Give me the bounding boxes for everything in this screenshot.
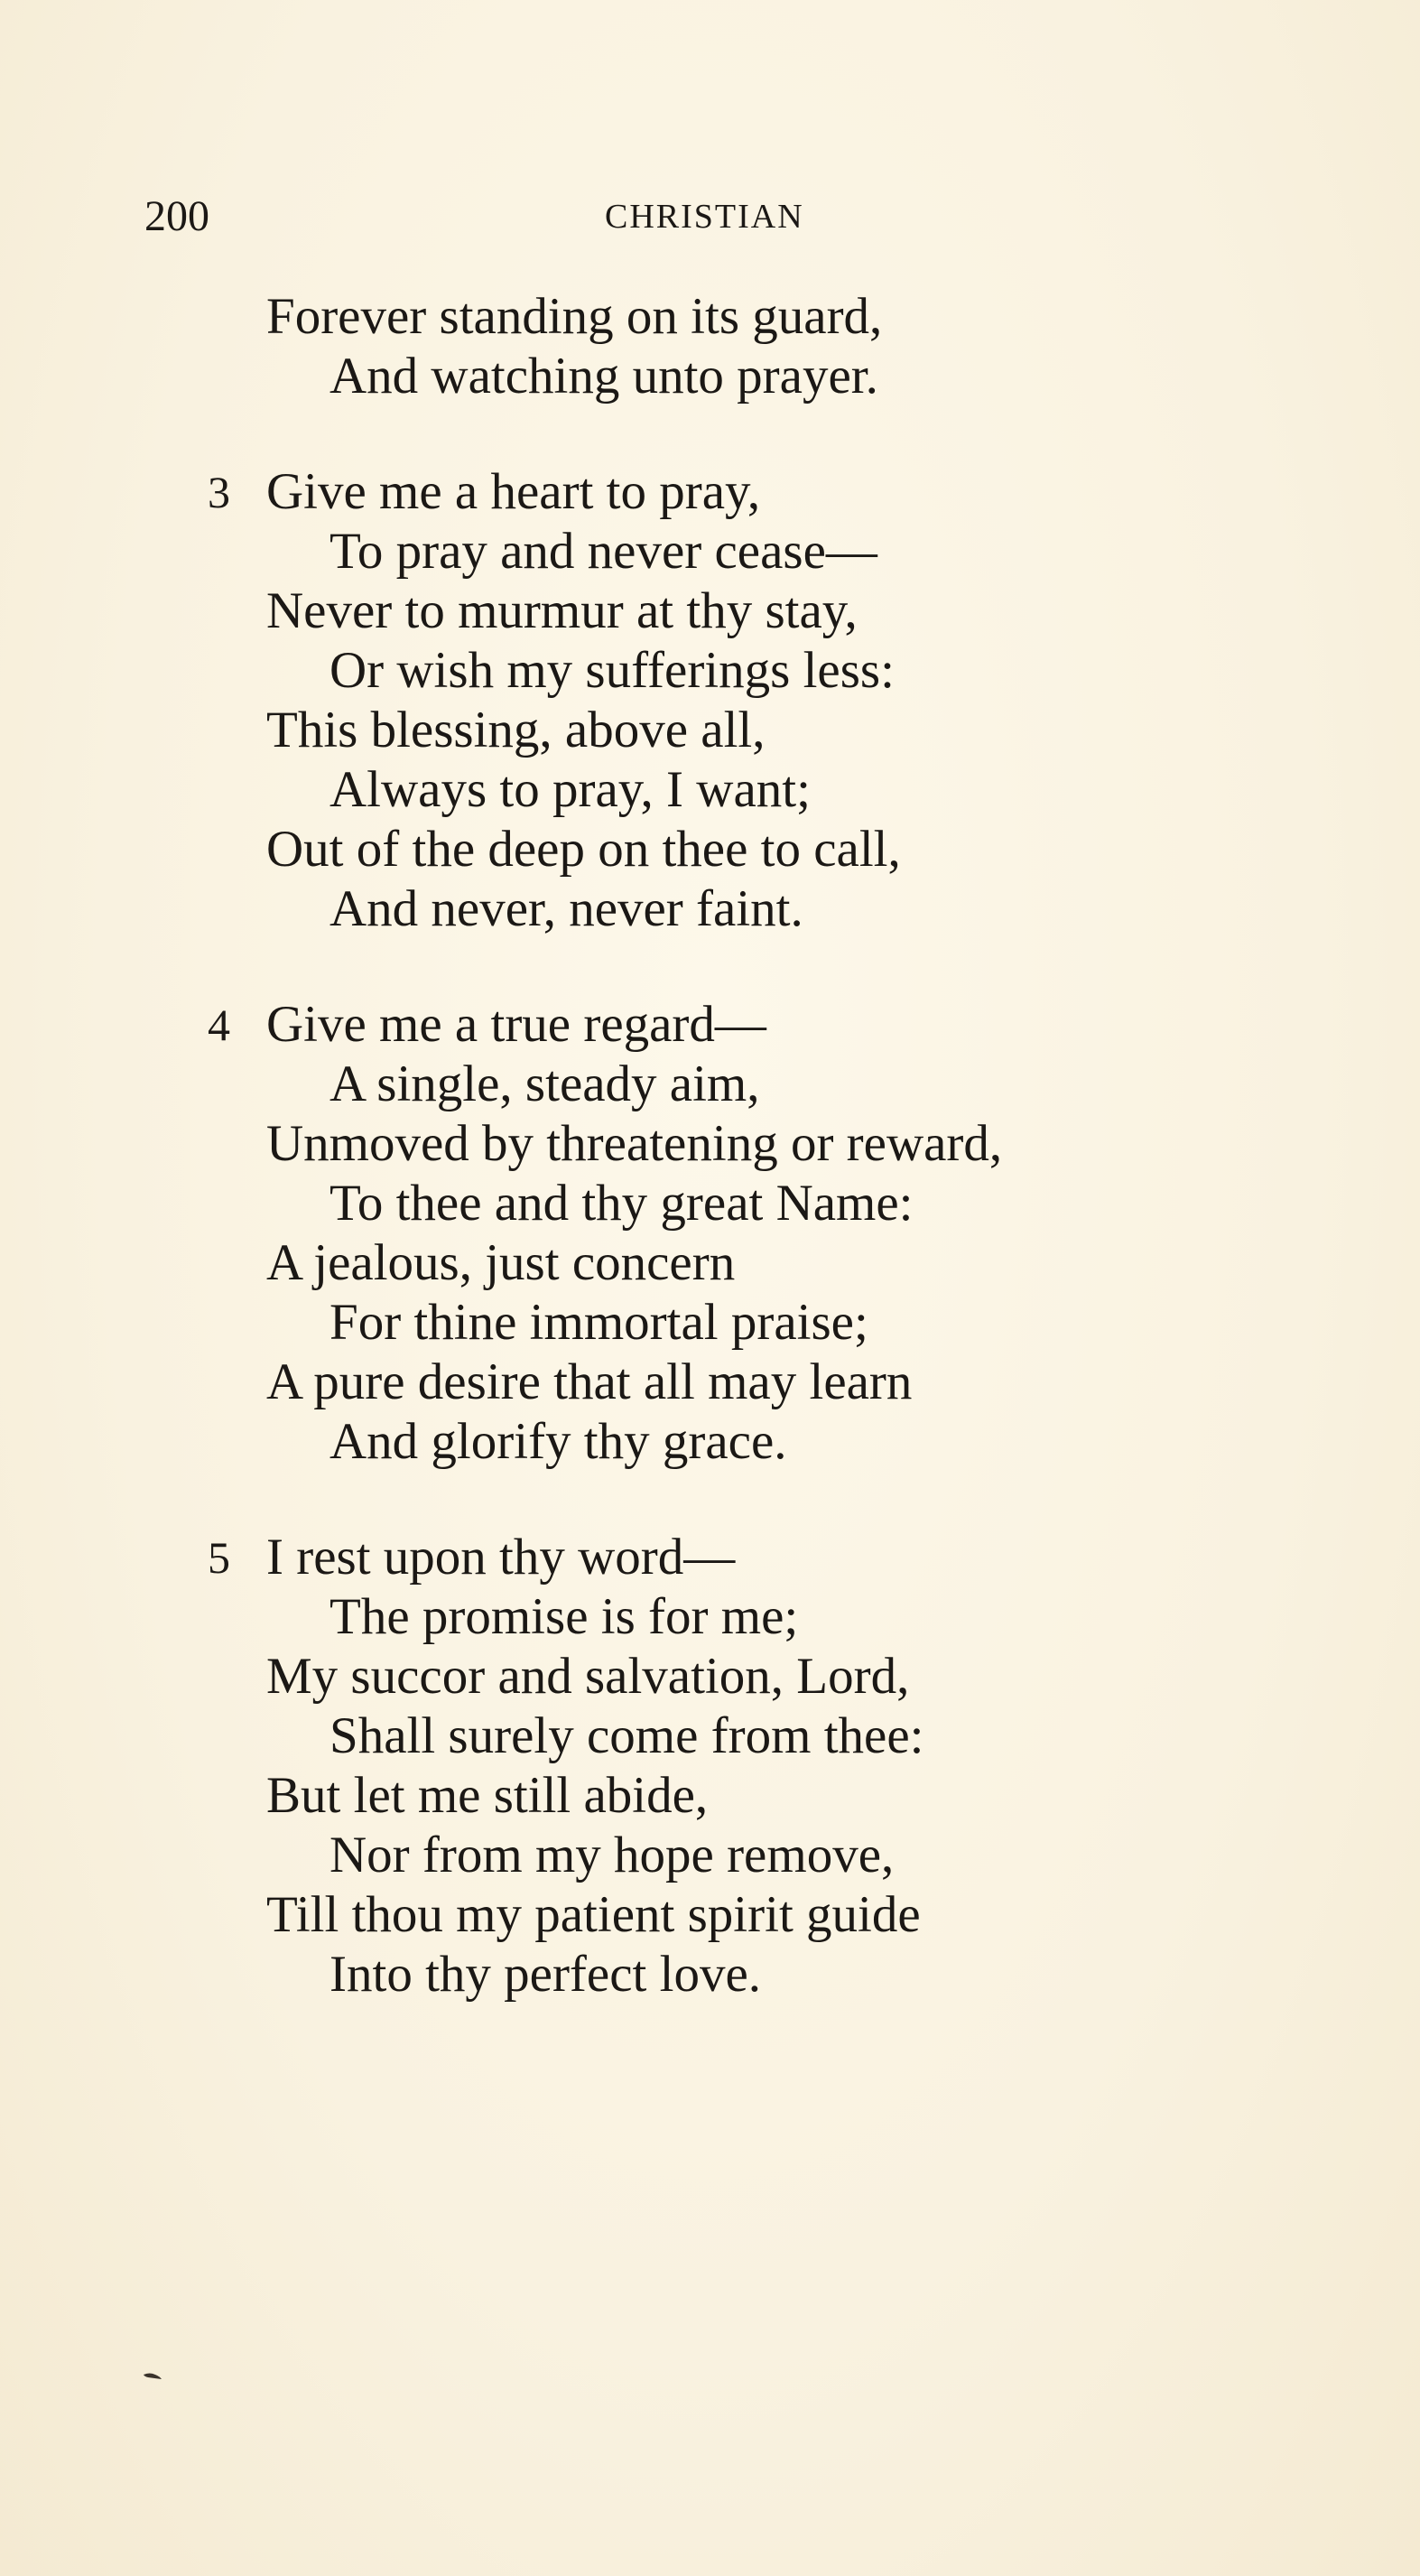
hymn-text bbox=[208, 287, 1291, 2060]
verse-line: Give me a heart to pray, bbox=[266, 463, 761, 520]
stanza-continuation bbox=[208, 287, 1291, 406]
verse-line: Forever standing on its guard, bbox=[266, 288, 883, 345]
verse-line: Always to pray, I want; bbox=[329, 761, 811, 818]
running-title: CHRISTIAN bbox=[605, 198, 804, 236]
verse-line: To pray and never cease— bbox=[329, 523, 877, 580]
verse-line: I rest upon thy word— bbox=[266, 1529, 736, 1586]
verse-line: And glorify thy grace. bbox=[329, 1413, 787, 1470]
verse-line: A single, steady aim, bbox=[329, 1056, 760, 1112]
verse-line: Or wish my sufferings less: bbox=[329, 642, 895, 699]
running-head bbox=[144, 190, 1137, 244]
page-number: 200 bbox=[144, 192, 209, 240]
verse-line: Never to murmur at thy stay, bbox=[266, 582, 858, 639]
verse-line: And never, never faint. bbox=[329, 880, 803, 937]
verse-line: The promise is for me; bbox=[329, 1588, 799, 1645]
verse-line: Out of the deep on thee to call, bbox=[266, 821, 901, 878]
stanza-number: 5 bbox=[208, 1532, 230, 1583]
verse-line: Nor from my hope remove, bbox=[329, 1827, 895, 1883]
verse-line: This blessing, above all, bbox=[266, 702, 766, 758]
stanza-3 bbox=[208, 462, 1291, 939]
verse-line: Give me a true regard— bbox=[266, 996, 766, 1053]
verse-line: Unmoved by threatening or reward, bbox=[266, 1115, 1003, 1172]
verse-line: To thee and thy great Name: bbox=[329, 1175, 914, 1232]
verse-line: For thine immortal praise; bbox=[329, 1294, 868, 1351]
verse-line: And watching unto prayer. bbox=[329, 348, 878, 405]
verse-line: My succor and salvation, Lord, bbox=[266, 1648, 910, 1705]
verse-line: A jealous, just concern bbox=[266, 1234, 736, 1291]
stanza-5 bbox=[208, 1528, 1291, 2004]
verse-line: Till thou my patient spirit guide bbox=[266, 1886, 921, 1943]
stanza-number: 3 bbox=[208, 467, 230, 517]
verse-line: But let me still abide, bbox=[266, 1767, 709, 1824]
verse-line: Into thy perfect love. bbox=[329, 1946, 761, 2003]
verse-line: Shall surely come from thee: bbox=[329, 1707, 924, 1764]
stanza-number: 4 bbox=[208, 1000, 230, 1050]
ink-speck bbox=[143, 2371, 162, 2380]
stanza-4 bbox=[208, 995, 1291, 1472]
verse-line: A pure desire that all may learn bbox=[266, 1353, 913, 1410]
